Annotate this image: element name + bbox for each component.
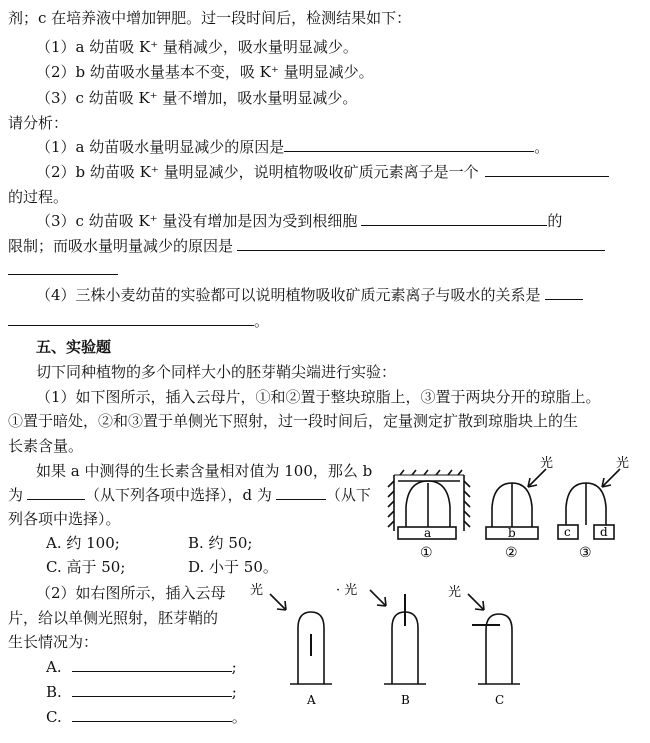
agar-block-d: d bbox=[600, 525, 608, 539]
agar-block-a: a bbox=[424, 526, 432, 540]
agar-block-b: b bbox=[508, 526, 516, 540]
answer-blank[interactable] bbox=[8, 311, 254, 326]
option-d: D. 小于 50。 bbox=[188, 558, 278, 576]
experiment-intro: 切下同种植物的多个同样大小的胚芽鞘尖端进行实验： bbox=[36, 363, 397, 381]
option-b: B. 约 50; bbox=[188, 534, 253, 552]
answer-line-c: C. 。 bbox=[46, 708, 247, 726]
agar-block-c: c bbox=[564, 525, 571, 539]
light-label: 光 bbox=[540, 456, 554, 471]
answer-blank-d[interactable] bbox=[276, 485, 326, 500]
question-1: （1）a 幼苗吸水量明显减少的原因是 。 bbox=[36, 138, 550, 156]
experiment-1-text: ①置于暗处，②和③置于单侧光下照射，过一段时间后，定量测定扩散到琼脂块上的生 bbox=[8, 412, 579, 430]
answer-blank[interactable] bbox=[545, 285, 583, 300]
answer-blank[interactable] bbox=[72, 707, 232, 722]
option-c: C. 高于 50; bbox=[46, 558, 126, 576]
answer-blank[interactable] bbox=[361, 211, 547, 226]
answer-blank[interactable] bbox=[72, 657, 232, 672]
result-2: （2）b 幼苗吸水量基本不变，吸 K⁺ 量明显减少。 bbox=[36, 63, 374, 81]
question-2-cont: 的过程。 bbox=[8, 188, 69, 206]
question-3-cont: 限制；而吸水量明量减少的原因是 bbox=[8, 236, 605, 256]
section-title: 五、实验题 bbox=[36, 338, 112, 356]
setup-number-1: ① bbox=[420, 545, 433, 561]
question-2: （2）b 幼苗吸 K⁺ 量明显减少，说明植物吸收矿质元素离子是一个 bbox=[36, 162, 609, 182]
answer-blank[interactable] bbox=[284, 137, 534, 152]
experiment-1-question: 如果 a 中测得的生长素含量相对值为 100，那么 b bbox=[36, 462, 373, 480]
analyze-heading: 请分析： bbox=[8, 114, 69, 132]
experiment-1-question: 列各项中选择）。 bbox=[8, 510, 121, 528]
coleoptile-label-a: A bbox=[307, 693, 316, 707]
answer-blank[interactable] bbox=[485, 162, 609, 177]
answer-line-a: A. ; bbox=[46, 658, 237, 676]
text-line: 剂；c 在培养液中增加钾肥。过一段时间后，检测结果如下： bbox=[8, 9, 412, 27]
coleoptile-label-b: B bbox=[401, 693, 410, 707]
result-3: （3）c 幼苗吸 K⁺ 量不增加，吸水量明显减少。 bbox=[36, 89, 358, 107]
answer-blank[interactable] bbox=[237, 236, 605, 251]
experiment-2-text: （2）如右图所示，插入云母 bbox=[36, 584, 226, 602]
answer-blank-b[interactable] bbox=[27, 485, 85, 500]
experiment-1-question: 为 （从下列各项中选择），d 为 （从下 bbox=[8, 486, 371, 504]
light-label: 光 bbox=[616, 456, 630, 471]
question-3-cont2 bbox=[8, 260, 118, 280]
question-4: （4）三株小麦幼苗的实验都可以说明植物吸收矿质元素离子与吸水的关系是 bbox=[36, 285, 583, 305]
figure-coleoptile-agar bbox=[380, 455, 648, 565]
answer-line-b: B. ; bbox=[46, 683, 237, 701]
option-a: A. 约 100; bbox=[46, 534, 120, 552]
coleoptile-label-c: C bbox=[495, 693, 505, 707]
light-label: · 光 bbox=[336, 583, 358, 598]
answer-blank[interactable] bbox=[72, 682, 232, 697]
question-4-cont: 。 bbox=[8, 311, 269, 331]
answer-blank[interactable] bbox=[8, 260, 118, 275]
setup-number-2: ② bbox=[505, 545, 518, 561]
experiment-1-text: （1）如下图所示，插入云母片，①和②置于整块琼脂上，③置于两块分开的琼脂上。 bbox=[36, 388, 601, 406]
figure-coleoptile-light bbox=[250, 580, 530, 715]
result-1: （1）a 幼苗吸 K⁺ 量稍减少，吸水量明显减少。 bbox=[36, 38, 358, 56]
question-3: （3）c 幼苗吸 K⁺ 量没有增加是因为受到根细胞 的 bbox=[36, 212, 563, 230]
light-label: 光 bbox=[250, 583, 264, 598]
light-label: 光 bbox=[448, 585, 462, 600]
experiment-2-text: 生长情况为： bbox=[8, 633, 99, 651]
experiment-1-text: 长素含量。 bbox=[8, 437, 84, 455]
experiment-2-text: 片，给以单侧光照射，胚芽鞘的 bbox=[8, 609, 219, 627]
setup-number-3: ③ bbox=[579, 545, 592, 561]
